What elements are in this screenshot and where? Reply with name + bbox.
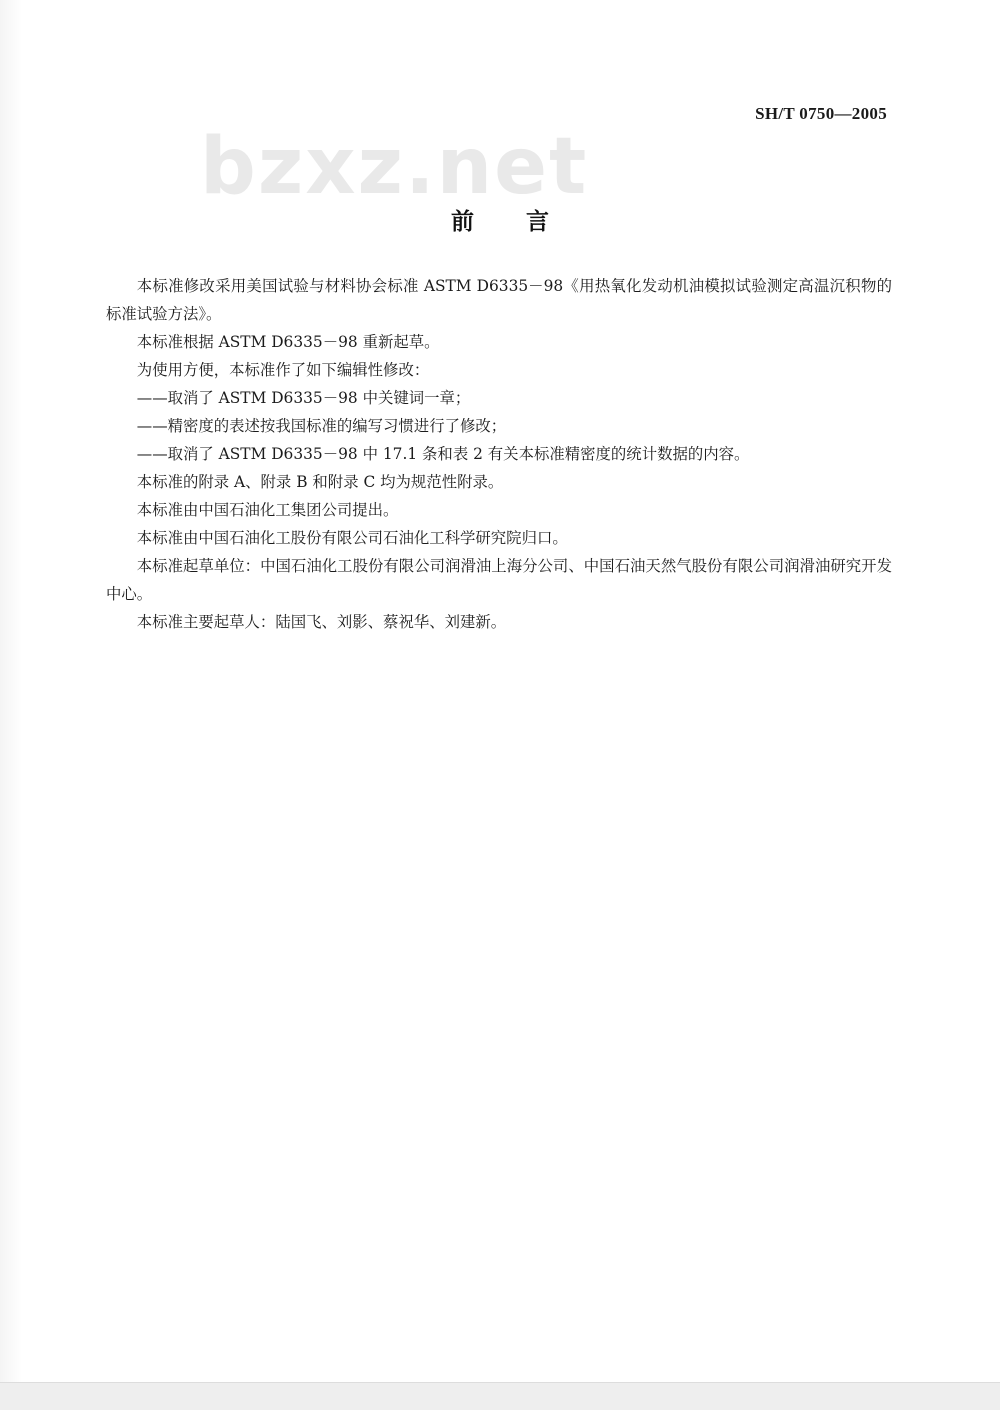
preface-paragraph: 本标准主要起草人：陆国飞、刘影、蔡祝华、刘建新。 xyxy=(136,613,507,631)
watermark: bzxz.net xyxy=(200,122,589,212)
preface-paragraph: 本标准由中国石油化工集团公司提出。 xyxy=(136,501,399,519)
preface-list-item: ——精密度的表述按我国标准的编写习惯进行了修改； xyxy=(136,417,507,435)
preface-paragraph: 本标准起草单位：中国石油化工股份有限公司润滑油上海分公司、中国石油天然气股份有限公司润滑油研究开发中心。 xyxy=(106,557,892,603)
preface-paragraph: 本标准的附录 A、附录 B 和附录 C 均为规范性附录。 xyxy=(136,473,504,491)
document-code: SH/T 0750—2005 xyxy=(755,104,887,123)
preface-list-item: ——取消了 ASTM D6335－98 中关键词一章； xyxy=(136,389,471,407)
preface-paragraph: 本标准由中国石油化工股份有限公司石油化工科学研究院归口。 xyxy=(136,529,568,547)
preface-list-item: ——取消了 ASTM D6335－98 中 17.1 条和表 2 有关本标准精密度的统计数据的内容。 xyxy=(136,445,750,463)
preface-paragraph: 本标准修改采用美国试验与材料协会标准 ASTM D6335－98《用热氧化发动机油模拟试验测定高温沉积物的标准试验方法》。 xyxy=(106,277,892,323)
preface-paragraph: 本标准根据 ASTM D6335－98 重新起草。 xyxy=(136,333,440,351)
page-title: 前言 xyxy=(451,209,601,235)
viewer-bottom-strip xyxy=(0,1382,1000,1410)
preface-body xyxy=(106,272,892,636)
preface-paragraph: 为使用方便，本标准作了如下编辑性修改： xyxy=(136,361,430,379)
